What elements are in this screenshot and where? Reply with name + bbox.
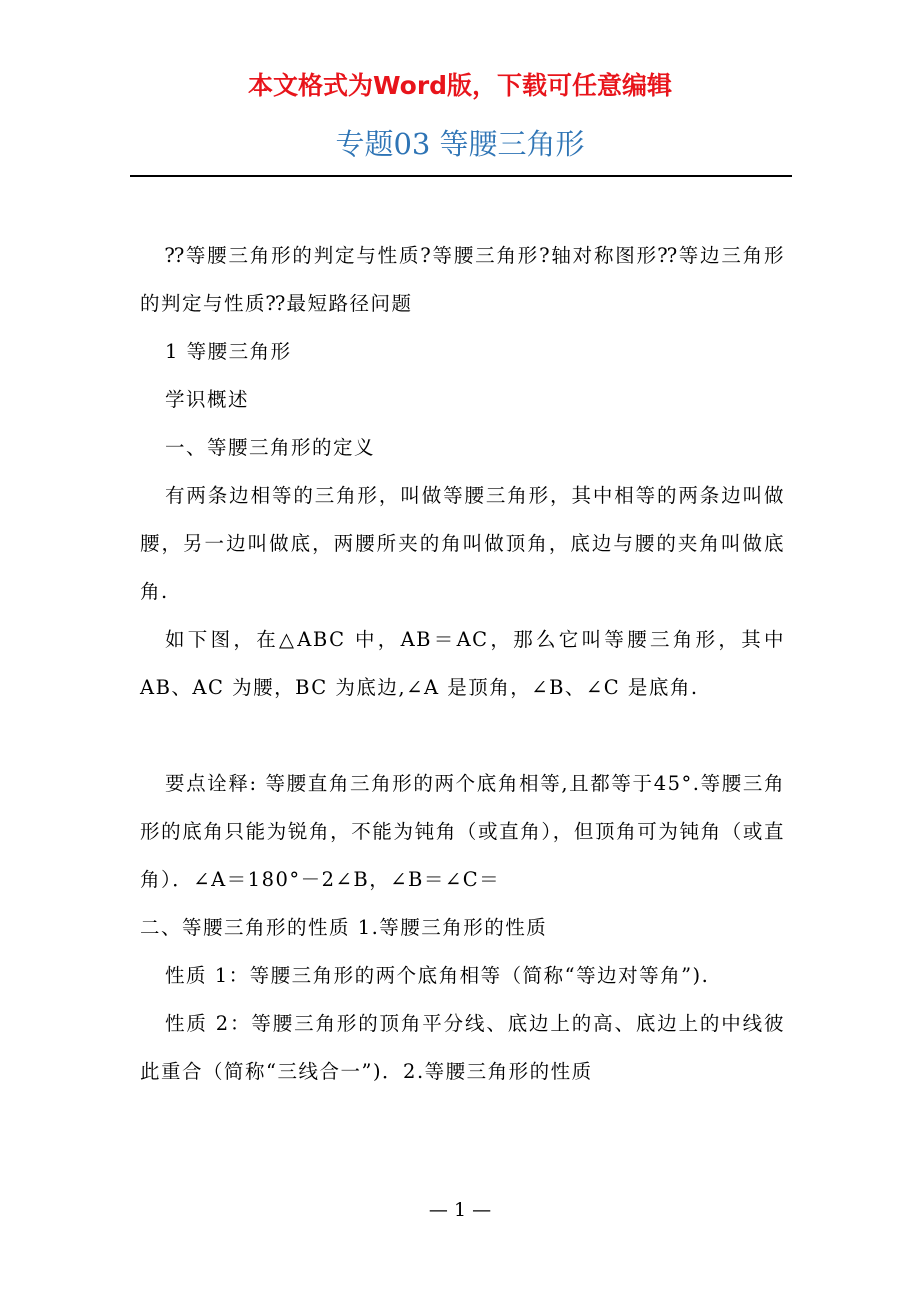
title-divider (130, 175, 792, 177)
page-number: — 1 — (428, 1199, 492, 1221)
property-1-paragraph: 性质 1：等腰三角形的两个底角相等（简称“等边对等角”). (165, 964, 710, 987)
property-2-paragraph: 性质 2：等腰三角形的顶角平分线、底边上的高、底边上的中线彼此重合（简称“三线合一”)．2.等腰三角形的性质 (140, 1012, 785, 1083)
definition-heading: 一、等腰三角形的定义 (165, 436, 376, 459)
section-heading: 1 等腰三角形 (165, 340, 292, 363)
note-paragraph: 要点诠释: 等腰直角三角形的两个底角相等,且都等于45°.等腰三角形的底角只能为锐角，不能为钝角（或直角），但顶角可为钝角（或直角）．∠A＝180°－2∠B，∠B＝∠C＝ (140, 772, 785, 891)
definition-paragraph: 有两条边相等的三角形，叫做等腰三角形，其中相等的两条边叫做腰，另一边叫做底，两腰所夹的角叫做顶角，底边与腰的夹角叫做底角. (140, 484, 785, 603)
topic-list-paragraph: ⁇等腰三角形的判定与性质?等腰三角形?轴对称图形⁇等边三角形的判定与性质⁇最短路径问题 (140, 244, 785, 315)
document-title: 专题03 等腰三角形 (335, 127, 585, 161)
example-paragraph: 如下图，在△ABC 中，AB＝AC，那么它叫等腰三角形，其中 AB、AC 为腰，BC 为底边,∠A 是顶角，∠B、∠C 是底角. (140, 628, 785, 699)
properties-heading: 二、等腰三角形的性质 1.等腰三角形的性质 (140, 916, 548, 939)
download-banner: 本文格式为Word版，下载可任意编辑 (247, 71, 673, 100)
subsection-heading: 学识概述 (165, 388, 250, 411)
document-body (140, 232, 785, 1096)
